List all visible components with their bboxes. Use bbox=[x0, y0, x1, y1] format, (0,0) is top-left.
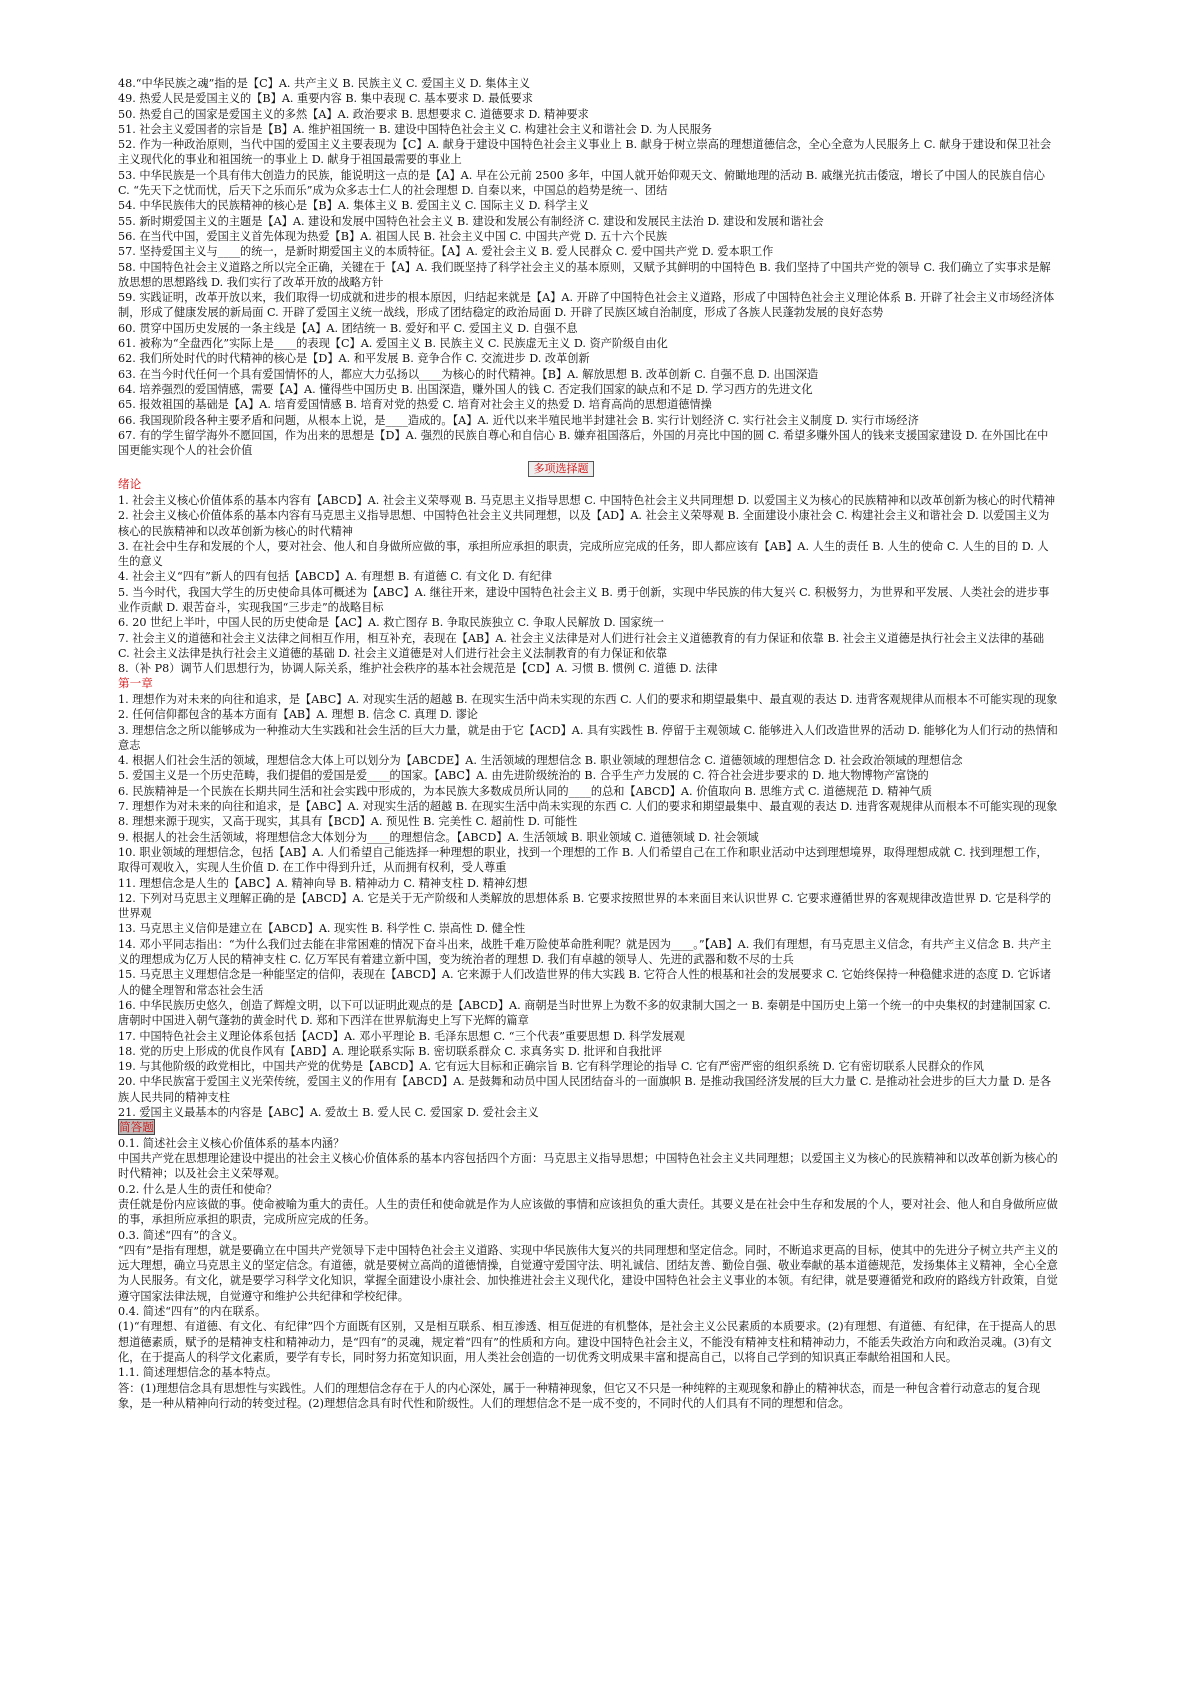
question-item: 67. 有的学生留学海外不愿回国，作为出来的思想是【D】A. 强烈的民族自尊心和自信心 B. 嫌弃祖国落后，外国的月亮比中国的圆 C. 希望多赚外国人的钱来支援国家建设 D. 在外国比在中国更能实现个人的社会价值 bbox=[118, 428, 1049, 458]
question-item: 15. 马克思主义理想信念是一种能坚定的信仰，表现在【ABCD】A. 它来源于人们改造世界的伟大实践 B. 它符合人性的根基和社会的发展要求 C. 它始终保持一种稳健求进的态度 D. 它诉诸人的健全理智和常态社会生活 bbox=[118, 968, 1052, 997]
intro-heading: 绪论 bbox=[118, 477, 142, 492]
multi-choice-heading: 多项选择题 bbox=[528, 461, 594, 477]
question-item: 56. 在当代中国，爱国主义首先体现为热爱【B】A. 祖国人民 B. 社会主义中国 C. 中国共产党 D. 五十六个民族 bbox=[118, 229, 668, 243]
question-item: 1. 理想作为对未来的向往和追求，是【ABC】A. 对现实生活的超越 B. 在现实生活中尚未实现的东西 C. 人们的要求和期望最集中、最直观的表达 D. 违背客观规律从而根本不可能实现的现象 bbox=[118, 692, 1058, 706]
question-item: 4. 社会主义“四有”新人的四有包括【ABCD】A. 有理想 B. 有道德 C. 有文化 D. 有纪律 bbox=[118, 570, 552, 584]
question-item: 10. 职业领域的理想信念，包括【AB】A. 人们希望自己能选择一种理想的职业，找到一个理想的工作 B. 人们希望自己在工作和职业活动中达到理想境界，取得理想成就 C. 找到理想工作，取得可观收入，实现人生价值 D. 在工作中得到升迁，从而拥有权利，受人尊重 bbox=[118, 845, 1048, 875]
short-answer: 中国共产党在思想理论建设中提出的社会主义核心价值体系的基本内容包括四个方面：马克思主义指导思想；中国特色社会主义共同理想；以爱国主义为核心的民族精神和以改革创新为核心的时代精神；以及社会主义荣辱观。 bbox=[118, 1152, 1058, 1181]
question-item: 6. 民族精神是一个民族在长期共同生活和社会实践中形成的，为本民族大多数成员所认同的____的总和【ABCD】A. 价值取向 B. 思维方式 C. 道德规范 D. 精神气质 bbox=[118, 784, 933, 798]
question-item: 59. 实践证明，改革开放以来，我们取得一切成就和进步的根本原因，归结起来就是【A】A. 开辟了中国特色社会主义道路，形成了中国特色社会主义理论体系 B. 开辟了社会主义市场经济体制，形成了健康发展的新局面 C. 开辟了爱国主义统一战线，形成了团结稳定的政治局面 D. 开辟了民族区域自治制度，形成了各族人民蓬勃发展的良好态势 bbox=[118, 291, 1055, 320]
question-item: 11. 理想信念是人生的【ABC】A. 精神向导 B. 精神动力 C. 精神支柱 D. 精神幻想 bbox=[118, 876, 528, 890]
question-item: 3. 在社会中生存和发展的个人，要对社会、他人和自身做所应做的事，承担所应承担的职责，完成所应完成的任务，即人都应该有【AB】A. 人生的责任 B. 人生的使命 C. 人生的目的 D. 人生的意义 bbox=[118, 539, 1049, 569]
single-choice-list bbox=[118, 76, 1058, 458]
question-item: 6. 20 世纪上半叶，中国人民的历史使命是【AC】A. 救亡图存 B. 争取民族独立 C. 争取人民解放 D. 国家统一 bbox=[118, 616, 664, 630]
question-item: 52. 作为一种政治原则，当代中国的爱国主义主要表现为【C】A. 献身于建设中国特色社会主义事业上 B. 献身于树立崇高的理想道德信念，全心全意为人民服务上 C. 献身于建设和保卫社会主义现代化的事业和祖国统一的事业上 D. 献身于祖国最需要的事业上 bbox=[118, 138, 1052, 167]
chapter1-question-list bbox=[118, 692, 1058, 1120]
question-item: 50. 热爱自己的国家是爱国主义的多然【A】A. 政治要求 B. 思想要求 C. 道德要求 D. 精神要求 bbox=[118, 107, 589, 121]
question-item: 66. 我国现阶段各种主要矛盾和问题，从根本上说，是____造成的。【A】A. 近代以来半殖民地半封建社会 B. 实行计划经济 C. 实行社会主义制度 D. 实行市场经济 bbox=[118, 413, 919, 427]
document-body bbox=[118, 76, 1058, 1411]
question-item: 60. 贯穿中国历史发展的一条主线是【A】A. 团结统一 B. 爱好和平 C. 爱国主义 D. 自强不息 bbox=[118, 321, 578, 335]
short-answer: 责任就是份内应该做的事。使命被喻为重大的责任。人生的责任和使命就是作为人应该做的事情和应该担负的重大责任。其要义是在社会中生存和发展的个人，要对社会、他人和自身做所应做的事，承担所应承担的职责，完成所应完成的任务。 bbox=[118, 1197, 1058, 1227]
question-item: 13. 马克思主义信仰是建立在【ABCD】A. 现实性 B. 科学性 C. 崇高性 D. 健全性 bbox=[118, 922, 526, 936]
question-item: 54. 中华民族伟大的民族精神的核心是【B】A. 集体主义 B. 爱国主义 C. 国际主义 D. 科学主义 bbox=[118, 199, 589, 213]
short-answer: (1)“有理想、有道德、有文化、有纪律”四个方面既有区别，又是相互联系、相互渗透、相互促进的有机整体，是社会主义公民素质的本质要求。(2)有理想、有道德、有纪律，在于提高人的思想道德素质，赋予的是精神支柱和精神动力，是“四有”的灵魂，规定着“四有”的性质和方向。建设中国特色社会主义，不能没有精神支柱和精神动力，不能丢失政治方向和政治灵魂。(3)有文化，在于提高人的科学文化素质，要学有专长，同时努力拓宽知识面，用人类社会创造的一切优秀文明成果丰富和提高自己，以将自己学到的知识真正奉献给祖国和人民。 bbox=[118, 1320, 1057, 1364]
question-item: 5. 爱国主义是一个历史范畴，我们提倡的爱国是爱____的国家。【ABC】A. 由先进阶级统治的 B. 合乎生产力发展的 C. 符合社会进步要求的 D. 地大物博物产富饶的 bbox=[118, 769, 929, 783]
question-item: 8.（补 P8）调节人们思想行为，协调人际关系，维护社会秩序的基本社会规范是【CD】A. 习惯 B. 惯例 C. 道德 D. 法律 bbox=[118, 662, 718, 676]
short-answer-list bbox=[118, 1136, 1058, 1411]
question-item: 1. 社会主义核心价值体系的基本内容有【ABCD】A. 社会主义荣辱观 B. 马克思主义指导思想 C. 中国特色社会主义共同理想 D. 以爱国主义为核心的民族精神和以改革创新为核心的时代精神 bbox=[118, 493, 1056, 507]
short-question: 0.2. 什么是人生的责任和使命？ bbox=[118, 1182, 278, 1196]
question-item: 5. 当今时代，我国大学生的历史使命具体可概述为【ABC】A. 继往开来，建设中国特色社会主义 B. 勇于创新，实现中华民族的伟大复兴 C. 积极努力，为世界和平发展、人类社会的进步事业作贡献 D. 艰苦奋斗，实现我国“三步走”的战略目标 bbox=[118, 585, 1050, 614]
question-item: 2. 任何信仰都包含的基本方面有【AB】A. 理想 B. 信念 C. 真理 D. 谬论 bbox=[118, 708, 478, 722]
question-item: 21. 爱国主义最基本的内容是【ABC】A. 爱故土 B. 爱人民 C. 爱国家 D. 爱社会主义 bbox=[118, 1106, 539, 1119]
question-item: 17. 中国特色社会主义理论体系包括【ACD】A. 邓小平理论 B. 毛泽东思想 C. “三个代表”重要思想 D. 科学发展观 bbox=[118, 1029, 685, 1043]
question-item: 12. 下列对马克思主义理解正确的是【ABCD】A. 它是关于无产阶级和人类解放的思想体系 B. 它要求按照世界的本来面目来认识世界 C. 它要求遵循世界的客观规律改造世界 D. 它是科学的世界观 bbox=[118, 891, 1052, 921]
question-item: 63. 在当今时代任何一个具有爱国情怀的人，都应大力弘扬以____为核心的时代精神。【B】A. 解放思想 B. 改革创新 C. 自强不息 D. 出国深造 bbox=[118, 367, 819, 381]
question-item: 7. 社会主义的道德和社会主义法律之间相互作用，相互补充，表现在【AB】A. 社会主义法律是对人们进行社会主义道德教育的有力保证和依靠 B. 社会主义道德是执行社会主义法律的基础 C. 社会主义法律是执行社会主义道德的基础 D. 社会主义道德是对人们进行社会主义法制教育的有力保证和依靠 bbox=[118, 631, 1045, 660]
chapter1-heading: 第一章 bbox=[118, 676, 153, 691]
short-answer: “四有”是指有理想，就是要确立在中国共产党领导下走中国特色社会主义道路、实现中华民族伟大复兴的共同理想和坚定信念。同时，不断追求更高的目标，使其中的先进分子树立共产主义的远大理想，确立马克思主义的坚定信念。有道德，就是要树立高尚的道德情操，自觉遵守爱国守法、明礼诚信、团结友善、勤俭自强、敬业奉献的基本道德规范，发扬集体主义精神，全心全意为人民服务。有文化，就是要学习科学文化知识，掌握全面建设小康社会、加快推进社会主义现代化，建设中国特色社会主义事业的本领。有纪律，就是要遵循党和政府的路线方针政策，自觉遵守国家法律法规，自觉遵守和维护公共纪律和学校纪律。 bbox=[118, 1243, 1059, 1303]
intro-question-list bbox=[118, 493, 1058, 677]
short-question: 0.1. 简述社会主义核心价值体系的基本内涵？ bbox=[118, 1136, 345, 1150]
question-item: 58. 中国特色社会主义道路之所以完全正确，关键在于【A】A. 我们既坚持了科学社会主义的基本原则，又赋予其鲜明的中国特色 B. 我们坚持了中国共产党的领导 C. 我们确立了实事求是解放思想的思想路线 D. 我们实行了改革开放的战略方针 bbox=[118, 260, 1051, 289]
question-item: 53. 中华民族是一个具有伟大创造力的民族，能说明这一点的是【A】A. 早在公元前 2500 多年，中国人就开始仰观天文、俯瞰地理的活动 B. 戚继光抗击倭寇，增长了中国人的民族自信心 C. “先天下之忧而忧，后天下之乐而乐”成为众多志士仁人的社会理想 D. 自秦以来，中国总的趋势是统一、团结 bbox=[118, 168, 1045, 198]
short-question: 1.1. 简述理想信念的基本特点。 bbox=[118, 1366, 278, 1380]
short-answer-heading: 简答题 bbox=[119, 1120, 154, 1135]
question-item: 18. 党的历史上形成的优良作风有【ABD】A. 理论联系实际 B. 密切联系群众 C. 求真务实 D. 批评和自我批评 bbox=[118, 1044, 662, 1058]
question-item: 55. 新时期爱国主义的主题是【A】A. 建设和发展中国特色社会主义 B. 建设和发展公有制经济 C. 建设和发展民主法治 D. 建设和发展和谐社会 bbox=[118, 214, 824, 228]
short-question: 0.3. 简述“四有”的含义。 bbox=[118, 1228, 244, 1242]
question-item: 3. 理想信念之所以能够成为一种推动大生实践和社会生活的巨大力量，就是由于它【ACD】A. 具有实践性 B. 停留于主观领域 C. 能够进入人们改造世界的活动 D. 能够化为人们行动的热情和意志 bbox=[118, 723, 1058, 752]
question-item: 64. 培养强烈的爱国情感，需要【A】A. 懂得些中国历史 B. 出国深造，赚外国人的钱 C. 否定我们国家的缺点和不足 D. 学习西方的先进文化 bbox=[118, 382, 813, 396]
short-answer: 答：(1)理想信念具有思想性与实践性。人们的理想信念存在于人的内心深处，属于一种精神现象，但它又不只是一种纯粹的主观现象和静止的精神状态，而是一种包含着行动意志的复合现象，是一种从精神向行动的转变过程。(2)理想信念具有时代性和阶级性。人们的理想信念不是一成不变的，不同时代的人们具有不同的理想和信念。 bbox=[118, 1381, 1041, 1410]
question-item: 57. 坚持爱国主义与____的统一，是新时期爱国主义的本质特征。【A】A. 爱社会主义 B. 爱人民群众 C. 爱中国共产党 D. 爱本职工作 bbox=[118, 245, 774, 259]
question-item: 51. 社会主义爱国者的宗旨是【B】A. 维护祖国统一 B. 建设中国特色社会主义 C. 构建社会主义和谐社会 D. 为人民服务 bbox=[118, 122, 712, 136]
question-item: 4. 根据人们社会生活的领域，理想信念大体上可以划分为【ABCDE】A. 生活领域的理想信念 B. 职业领域的理想信念 C. 道德领域的理想信念 D. 社会政治领域的理想信念 bbox=[118, 754, 963, 768]
question-item: 9. 根据人的社会生活领域，将理想信念大体划分为____的理想信念。【ABCD】A. 生活领域 B. 职业领域 C. 道德领域 D. 社会领域 bbox=[118, 830, 759, 844]
question-item: 48.“中华民族之魂”指的是【C】A. 共产主义 B. 民族主义 C. 爱国主义 D. 集体主义 bbox=[118, 77, 531, 90]
question-item: 16. 中华民族历史悠久，创造了辉煌文明，以下可以证明此观点的是【ABCD】A. 商朝是当时世界上为数不多的奴隶制大国之一 B. 秦朝是中国历史上第一个统一的中央集权的封建制国家 C. 唐朝时中国进入朝气蓬勃的黄金时代 D. 郑和下西洋在世界航海史上写下光辉的篇章 bbox=[118, 998, 1051, 1028]
short-question: 0.4. 简述“四有”的内在联系。 bbox=[118, 1305, 267, 1319]
question-item: 14. 邓小平同志指出：“为什么我们过去能在非常困难的情况下奋斗出来，战胜千难万险使革命胜利呢？就是因为____。”【AB】A. 我们有理想，有马克思主义信念，有共产主义信念 B. 共产主义的理想成为亿万人民的精神支柱 C. 亿万军民有着建立新中国，变为统治者的理想 D. 我们有卓越的领导人、先进的武器和数不尽的士兵 bbox=[118, 937, 1052, 967]
question-item: 61. 被称为“全盘西化”实际上是____的表现【C】A. 爱国主义 B. 民族主义 C. 民族虚无主义 D. 资产阶级自由化 bbox=[118, 337, 668, 351]
question-item: 8. 理想来源于现实，又高于现实，其具有【BCD】A. 预见性 B. 完美性 C. 超前性 D. 可能性 bbox=[118, 815, 578, 829]
question-item: 2. 社会主义核心价值体系的基本内容有马克思主义指导思想、中国特色社会主义共同理想，以及【AD】A. 社会主义荣辱观 B. 全面建设小康社会 C. 构建社会主义和谐社会 D. 以爱国主义为核心的民族精神和以改革创新为核心的时代精神 bbox=[118, 509, 1050, 538]
question-item: 49. 热爱人民是爱国主义的【B】A. 重要内容 B. 集中表现 C. 基本要求 D. 最低要求 bbox=[118, 92, 533, 106]
question-item: 65. 报效祖国的基础是【A】A. 培育爱国情感 B. 培育对党的热爱 C. 培育对社会主义的热爱 D. 培育高尚的思想道德情操 bbox=[118, 398, 712, 412]
question-item: 20. 中华民族富于爱国主义光荣传统，爱国主义的作用有【ABCD】A. 是鼓舞和动员中国人民团结奋斗的一面旗帜 B. 是推动我国经济发展的巨大力量 C. 是推动社会进步的巨大力量 D. 是各族人民共同的精神支柱 bbox=[118, 1075, 1052, 1104]
question-item: 7. 理想作为对未来的向往和追求，是【ABC】A. 对现实生活的超越 B. 在现实生活中尚未实现的东西 C. 人们的要求和期望最集中、最直观的表达 D. 违背客观规律从而根本不可能实现的现象 bbox=[118, 800, 1058, 814]
question-item: 62. 我们所处时代的时代精神的核心是【D】A. 和平发展 B. 竞争合作 C. 交流进步 D. 改革创新 bbox=[118, 352, 590, 366]
question-item: 19. 与其他阶级的政党相比，中国共产党的优势是【ABCD】A. 它有远大目标和正确宗旨 B. 它有科学理论的指导 C. 它有严密严密的组织系统 D. 它有密切联系人民群众的作风 bbox=[118, 1060, 984, 1074]
